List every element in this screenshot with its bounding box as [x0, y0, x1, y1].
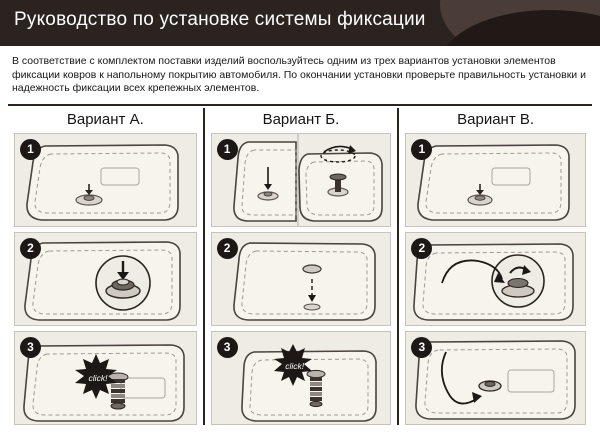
variant-c-step-3-badge: 3 — [411, 337, 432, 358]
variant-a-step-2-badge: 2 — [20, 238, 41, 259]
variant-a-step-1-panel — [14, 133, 197, 227]
variant-c-step-2-panel — [405, 232, 586, 326]
variant-column-c — [397, 108, 592, 425]
variant-b-step-2-panel — [211, 232, 392, 326]
variant-a-step-3-panel — [14, 331, 197, 425]
intro-paragraph: В соответствие с комплектом поставки изделий воспользуйтесь одним из трех вариантов установки элементов фиксации ковров к напольному покрытию автомобиля. По окончании установки проверьте правильность установки и надежность фиксации всех крепежных элементов. — [12, 55, 586, 94]
variant-column-a — [8, 108, 203, 425]
variant-a-title: Вариант А. — [66, 110, 144, 128]
variant-c-step-1-badge: 1 — [411, 139, 432, 160]
variant-a-click-burst — [75, 355, 121, 401]
page-header — [0, 0, 600, 46]
variant-a-step-3-badge: 3 — [20, 337, 41, 358]
variant-b-step-2-badge: 2 — [217, 238, 238, 259]
page-title: Руководство по установке системы фиксации — [14, 9, 426, 30]
variant-b-click-burst — [274, 345, 316, 387]
variant-b-step-1-badge: 1 — [217, 139, 238, 160]
variant-b-step-1-panel — [211, 133, 392, 227]
variant-b-step-3-badge: 3 — [217, 337, 238, 358]
variant-b-panels — [211, 133, 392, 425]
variant-c-step-1-panel — [405, 133, 586, 227]
variant-a-step-2-panel — [14, 232, 197, 326]
variant-b-click-label: click! — [285, 360, 305, 371]
variant-b-title: Вариант Б. — [262, 110, 340, 128]
variant-c-panels — [405, 133, 586, 425]
variant-c-step-3-panel — [405, 331, 586, 425]
variant-b-step-3-panel — [211, 331, 392, 425]
variant-a-click-label: click! — [88, 372, 108, 383]
variant-a-step-1-badge: 1 — [20, 139, 41, 160]
variant-c-title: Вариант В. — [457, 110, 535, 128]
variant-c-step-2-badge: 2 — [411, 238, 432, 259]
variant-columns — [0, 106, 600, 425]
variant-a-panels — [14, 133, 197, 425]
variant-column-b — [203, 108, 398, 425]
